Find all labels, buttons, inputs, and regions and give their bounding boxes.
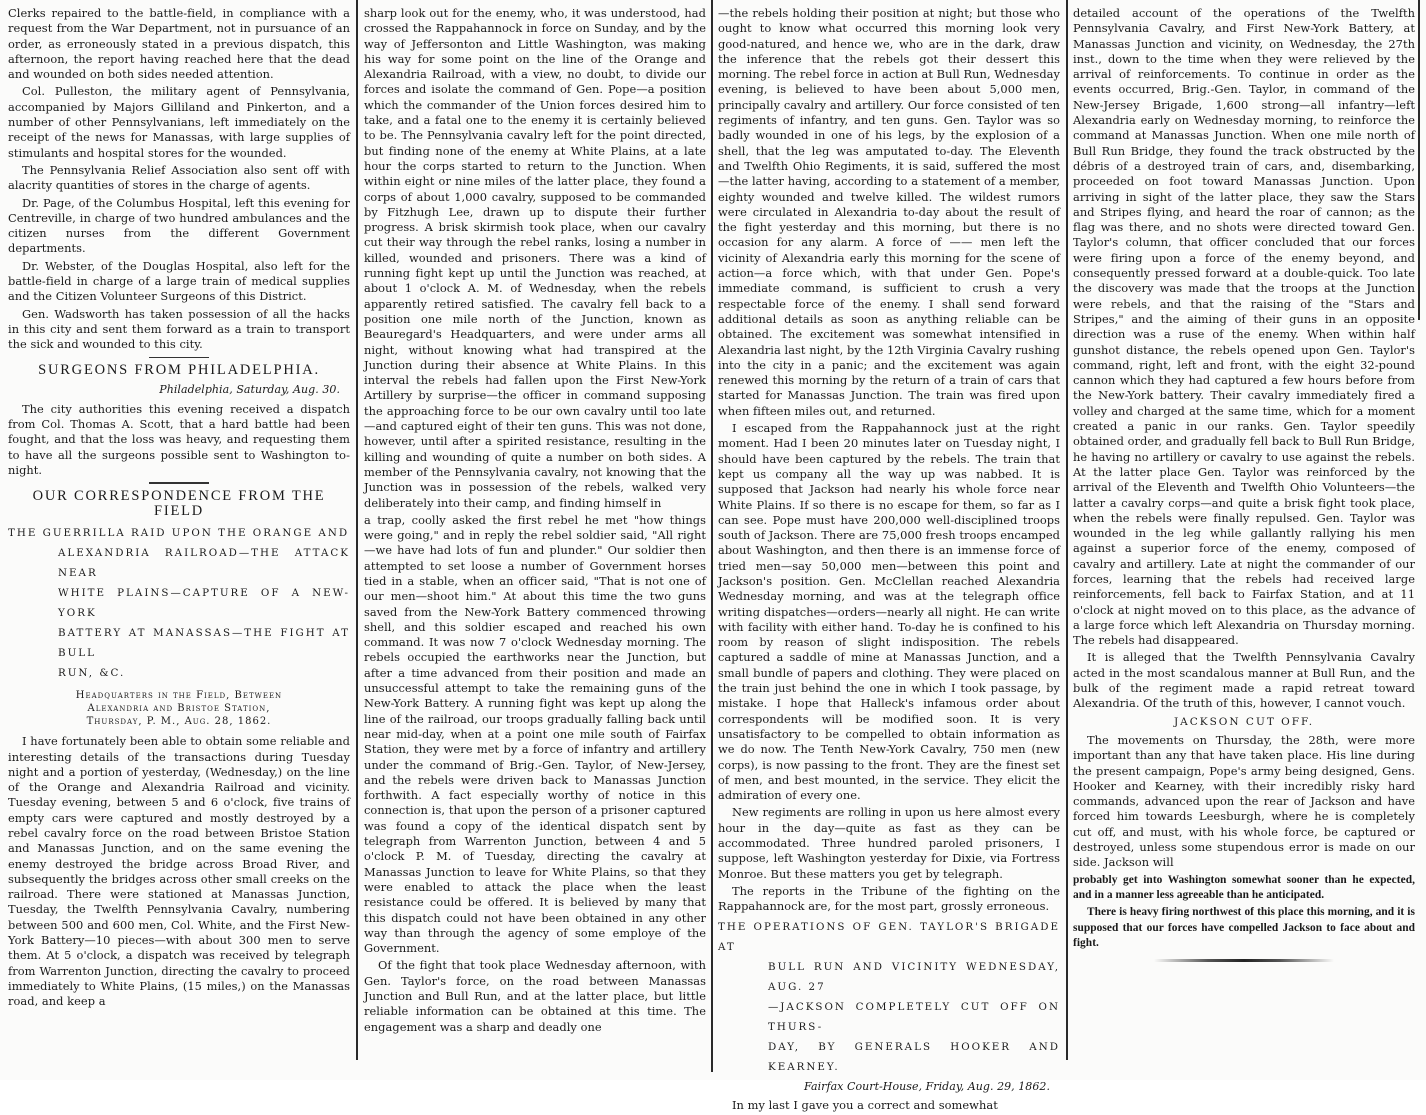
article-paragraph: sharp look out for the enemy, who, it was understood, had crossed the Rappahannock in force on Sunday, and by the way of Jeffersonton and Little Washington, was making his way for some point on the line of the Orange and Alexandria Railroad, with a view, no doubt, to divide our forces and isolate the command of Gen. Pope—a position which the commander of the Union forces desired him to take, and a fatal one to the enemy it is certainly believed to be. The Pennsylvania cavalry left for the point directed, but finding none of the enemy at White Plains, at a late hour the corps started to return to the Junction. When within eight or nine miles of the latter place, they found a corps of about 1,000 cavalry, supposed to be commanded by Fitzhugh Lee, drawn up to dispute their further progress. A brisk skirmish took place, when our cavalry cut their way through the rebel ranks, losing a number in killed, wounded and prisoners. There was a kind of running fight kept up until the Junction was reached, at about 1 o'clock A. M. of Wednesday, when the rebels apparently retired satisfied. The cavalry fell back to a position one mile north of the Junction, known as Beauregard's Headquarters, and were under arms all night, without knowing what had transpired at the Junction during their absence at White Plains. In this interval the rebels had fallen upon the First New-York Artillery by surprise—the officer in command supposing the approaching force to be our own cavalry until too late—and captured eight of their ten guns. This was not done, however, until after a spirited resistance, resulting in the killing and wounding of quite a number on both sides. A member of the Pennsylvania cavalry, not knowing that the Junction was in possession of the rebels, walked very deliberately into their camp, and finding himself in — [364, 6, 706, 510]
subheadline-line: WHITE PLAINS—CAPTURE OF A NEW-YORK — [58, 587, 350, 620]
headline: OUR CORRESPONDENCE FROM THE FIELD — [32, 487, 326, 519]
article-paragraph: —the rebels holding their position at night; but those who ought to know what occurred this morning look very good-natured, and hence we, who are in the dark, draw the inference that the rebels got their dessert this morning. The rebel force in action at Bull Run, Wednesday evening, is believed to have been about 5,000 men, principally cavalry and artillery. Our force consisted of ten regiments of infantry, and ten guns. Gen. Taylor was so badly wounded in one of his legs, by the explosion of a shell, that the leg was amputated to-day. The Eleventh and Twelfth Ohio Regiments, it is said, suffered the most—the latter having, according to a statement of a member, eighty wounded and twelve killed. The wildest rumors were circulated in Alexandria to-day about the result of the fight yesterday and this morning, but there is no occasion for any alarm. A force of —— men left the vicinity of Alexandria early this morning for the scene of action—a force which, with that under Gen. Pope's immediate command, is sufficient to crush a very respectable force of the enemy. I shall send forward additional details as soon as anything reliable can be obtained. The excitement was somewhat intensified in Alexandria last night, by the 12th Virginia Cavalry rushing into the city in a panic; and the excitement was again renewed this morning by the return of a train of cars that started for Manassas Junction. The train was fired upon when fifteen miles out, and returned. — [718, 6, 1061, 418]
article-paragraph: Of the fight that took place Wednesday afternoon, with Gen. Taylor's force, on the road between Manassas Junction and Bull Run, and at the latter place, but little reliable information can be obtained at this time. The engagement was a sharp and deadly one — [364, 958, 706, 1034]
headquarters-dateline — [8, 689, 350, 728]
headline: SURGEONS FROM PHILADELPHIA. — [38, 362, 320, 379]
column-rule — [711, 0, 713, 1072]
article-paragraph: The Pennsylvania Relief Association also sent off with alacrity quantities of stores in the charge of agents. — [8, 162, 350, 193]
dateline: Philadelphia, Saturday, Aug. 30. — [159, 383, 340, 397]
article-paragraph: Gen. Wadsworth has taken possession of all the hacks in this city and sent them forward as a train to transport the sick and wounded to this city. — [8, 306, 350, 352]
article-paragraph: New regiments are rolling in upon us here almost every hour in the day—quite as fast as they can be accommodated. Three hundred paroled prisoners, I suppose, left Washington yesterday for Dixie, via Fortress Monroe. But these matters you get by telegraph. — [718, 805, 1060, 881]
subheadline-line: ALEXANDRIA RAILROAD—THE ATTACK NEAR — [58, 547, 350, 580]
section-heading: JACKSON CUT OFF. — [1173, 715, 1315, 728]
subheadline-line: —JACKSON COMPLETELY CUT OFF ON THURS- — [768, 1000, 1060, 1033]
article-paragraph: I escaped from the Rappahannock just at the right moment. Had I been 20 minutes later on Tuesday night, I should have been captured by the rebels. The train that kept us company all the way up was nabbed. It is supposed that Jackson had nearly his whole force near White Plains. If so there is no escape for them, so far as I can see. Pope must have 200,000 well-disciplined troops south of Jackson. There are 75,000 fresh troops encamped about Washington, and then there is an immense force of tried men—say 50,000 men—between this point and Jackson's position. Gen. McClellan reached Alexandria Wednesday morning, and was at the telegraph office writing dispatches—orders—nearly all night. He can write with facility with either hand. To-day he is confined to his room by reason of slight indisposition. The rebels captured a saddle of mine at Manassas Junction, and a small bundle of papers and clothing. They were placed on the train just behind the one in which I took passage, by mistake. I hope that Halleck's infamous order about correspondents will be modified soon. It is very unsatisfactory to be compelled to obtain information as we do now. The Tenth New-York Cavalry, 750 men (new corps), is now passing to the front. They are the finest set of men, and best mounted, in the service. They elicit the admiration of every one. — [718, 421, 1060, 803]
subheadline-line: RUN, &C. — [58, 667, 126, 680]
subheadline-line: BATTERY AT MANASSAS—THE FIGHT AT BULL — [58, 627, 350, 660]
article-paragraph: The city authorities this evening received a dispatch from Col. Thomas A. Scott, that a hard battle had been fought, and that the loss was heavy, and requesting them to have all the surgeons possible sent to Washington to-night. — [8, 401, 350, 477]
subheadline-line: THE OPERATIONS OF GEN. TAYLOR'S BRIGADE AT — [718, 920, 1060, 953]
column-2 — [364, 6, 706, 1037]
end-divider — [1154, 959, 1334, 962]
column-1 — [8, 6, 350, 1012]
subheadline-line: THE GUERRILLA RAID UPON THE ORANGE AND — [8, 527, 350, 540]
section-divider — [149, 482, 209, 484]
article-paragraph: Dr. Webster, of the Douglas Hospital, also left for the battle-field in charge of a large train of medical supplies and the Citizen Volunteer Surgeons of this District. — [8, 258, 350, 304]
article-paragraph: The reports in the Tribune of the fighting on the Rappahannock are, for the most part, grossly erroneous. — [718, 883, 1060, 914]
article-paragraph: There is heavy firing northwest of this place this morning, and it is supposed that our forces have compelled Jackson to face about and fight. — [1073, 906, 1415, 949]
subheadline — [718, 917, 1060, 1077]
column-4 — [1073, 6, 1415, 970]
dateline: Fairfax Court-House, Friday, Aug. 29, 1862. — [804, 1079, 1050, 1093]
subheadline-line: DAY, BY GENERALS HOOKER AND KEARNEY. — [768, 1040, 1060, 1073]
column-rule — [1066, 0, 1068, 1060]
column-3 — [718, 6, 1060, 1115]
headquarters-line: Alexandria and Bristoe Station, — [87, 703, 271, 715]
article-paragraph: a trap, coolly asked the first rebel he met "how things were going," and in reply the rebel soldier said, "All right—we have had lots of fun and plunder." Our soldier then attempted to set loose a number of Government horses tied in a stable, when an officer said, "That is not one of our men—shoot him." At about this time the two guns saved from the New-York Battery commenced throwing shell, and this soldier escaped and reached his own command. It was now 7 o'clock Wednesday morning. The rebels occupied the earthworks near the Junction, but after a time advanced from their position and made an unsuccessful attempt to take the remaining guns of the New-York Battery. A running fight was kept up along the line of the railroad, our troops gradually falling back until near mid-day, when at a point one mile south of Fairfax Station, they were met by a force of infantry and artillery under the command of Brig.-Gen. Taylor, of New-Jersey, and the rebels were driven back to Manassas Junction forthwith. A fact especially worthy of notice in this connection is, that upon the person of a prisoner captured was found a copy of the identical dispatch sent by telegraph from Warrenton Junction, between 4 and 5 o'clock P. M. of Tuesday, directing the cavalry at Manassas Junction to leave for White Plains, so that they were enabled to attack the place when the least resistance could be offered. It is believed by many that this dispatch could not have been obtained in any other way than through the agency of some employe of the Government. — [364, 512, 706, 956]
column-rule — [1418, 0, 1420, 320]
headquarters-line: Thursday, P. M., Aug. 28, 1862. — [86, 716, 272, 728]
article-paragraph: Clerks repaired to the battle-field, in compliance with a request from the War Department, not in pursuance of an order, as erroneously stated in a previous dispatch, this afternoon, the report having reached here that the dead and wounded on both sides needed attention. — [8, 6, 350, 82]
article-paragraph: I have fortunately been able to obtain some reliable and interesting details of the transactions during Tuesday night and a portion of yesterday, (Wednesday,) on the line of the Orange and Alexandria Railroad and vicinity. Tuesday evening, between 5 and 6 o'clock, five trains of empty cars were captured and mostly destroyed by a rebel cavalry force on the road between Bristoe Station and Manassas Junction, and on the same evening the enemy destroyed the bridge across Broad River, and subsequently the bridges across other small creeks on the railroad. There were stationed at Manassas Junction, Tuesday, the Twelfth Pennsylvania Cavalry, numbering between 500 and 600 men, Col. White, and the First New-York Battery—10 pieces—with about 300 men to serve them. At 5 o'clock, a dispatch was received by telegraph from Warrenton Junction, directing the cavalry to proceed immediately to White Plains, (15 miles,) on the Manassas road, and keep a — [8, 734, 350, 1009]
article-paragraph: In my last I gave you a correct and somewhat — [732, 1097, 998, 1112]
headquarters-line: Headquarters in the Field, Between — [75, 690, 283, 702]
subheadline — [8, 523, 350, 683]
article-paragraph: The movements on Thursday, the 28th, were more important than any that have taken place. His line during the present campaign, Pope's army being designed, Gens. Hooker and Kearney, with their incredibly risky hard commands, advanced upon the rear of Jackson and have forced him towards Leesburgh, where he is completely cut off, and must, with his whole force, be captured or destroyed, unless some stupendous error is made on our side. Jackson will — [1073, 732, 1415, 870]
article-paragraph: detailed account of the operations of the Twelfth Pennsylvania Cavalry, and First New-York Battery, at Manassas Junction and vicinity, on Wednesday, the 27th inst., down to the time when they were relieved by the arrival of reinforcements. To continue in order as the events occurred, Brig.-Gen. Taylor, in command of the New-Jersey Brigade, 1,600 strong—all infantry—left Alexandria early on Wednesday morning, to reinforce the command at Manassas Junction. When one mile north of Bull Run Bridge, they found the track obstructed by the débris of a destroyed train of cars, and, disembarking, proceeded on foot toward Manassas Junction. Upon arriving in sight of the latter place, they saw the Stars and Stripes flying, and heard the roar of cannon; as the flag was there, and no shots were directed toward Gen. Taylor's column, that officer concluded that our forces were firing upon a force of the enemy beyond, and consequently pressed forward at a double-quick. Too late the discovery was made that the troops at the Junction were rebels, and that the raising of the "Stars and Stripes," and the aiming of their guns in an opposite direction was a ruse of the enemy. When within half gunshot distance, the rebels opened upon Gen. Taylor's command, right, left and front, with the eight 32-pound cannon which they had captured a few hours before from the New-York battery. Their cavalry immediately fired a volley and charged at the same time, which for a moment created a panic in our ranks. Gen. Taylor speedily obtained order, and gradually fell back to Bull Run Bridge, he having no artillery or cavalry to use against the rebels. At the latter place Gen. Taylor was reinforced by the arrival of the Eleventh and Twelfth Ohio Volunteers—the latter a cavalry corps—and quite a brisk fight took place, when the rebels were finally repulsed. Gen. Taylor was wounded in the leg while gallantly rallying his men against a superior force of the enemy, composed of cavalry and artillery. Late at night the commander of our forces, learning that the rebels had received large reinforcements, fell back to Fairfax Station, and at 11 o'clock at night moved on to this place, as the advance of a large force which left Alexandria on Thursday morning. The rebels had disappeared. — [1073, 6, 1415, 648]
article-paragraph: Dr. Page, of the Columbus Hospital, left this evening for Centreville, in charge of two hundred ambulances and the citizen nurses from the different Government departments. — [8, 195, 350, 256]
subheadline-line: BULL RUN AND VICINITY WEDNESDAY, AUG. 27 — [768, 960, 1060, 993]
article-paragraph: It is alleged that the Twelfth Pennsylvania Cavalry acted in the most scandalous manner at Bull Run, and the bulk of the regiment made a rapid retreat toward Alexandria. Of the truth of this, however, I cannot vouch. — [1073, 650, 1415, 711]
article-paragraph: probably get into Washington somewhat sooner than he expected, and in a manner less agreeable than he anticipated. — [1073, 873, 1415, 901]
column-rule — [356, 0, 358, 1060]
section-divider — [149, 357, 209, 359]
article-paragraph: Col. Pulleston, the military agent of Pennsylvania, accompanied by Majors Gilliland and Pinkerton, and a number of other Pennsylvanians, left immediately on the receipt of the news for Manassas, with large supplies of stimulants and hospital stores for the wounded. — [8, 84, 350, 160]
